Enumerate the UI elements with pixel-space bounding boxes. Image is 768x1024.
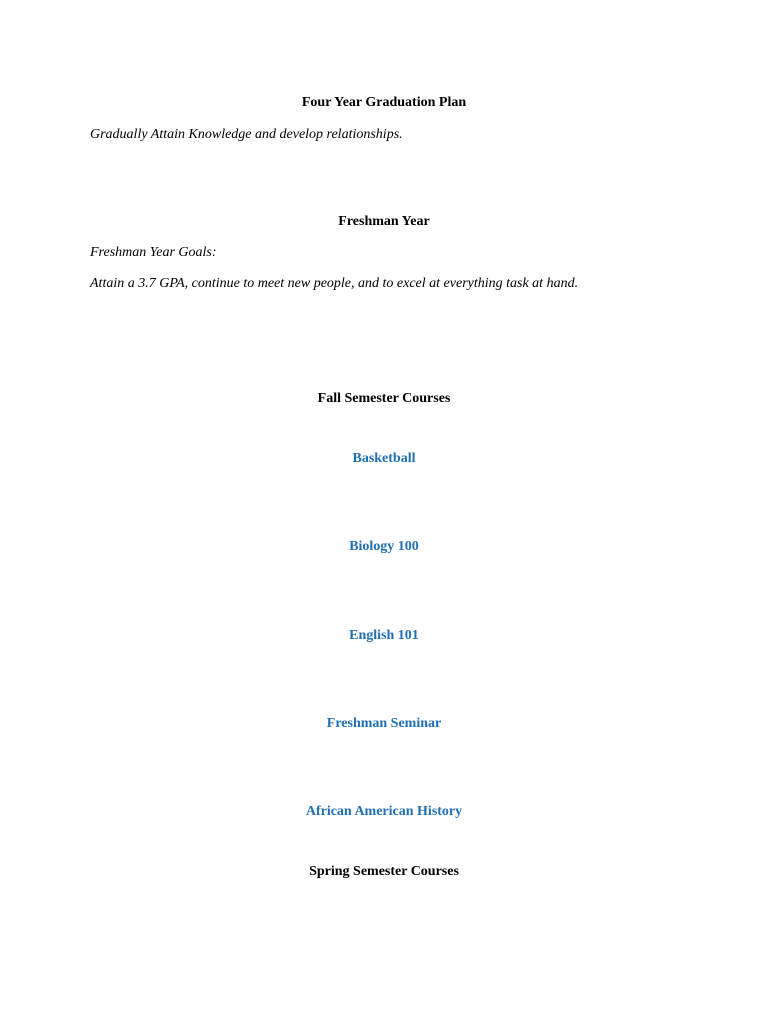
course-link-freshman-seminar[interactable]: Freshman Seminar xyxy=(326,716,442,731)
freshman-year-heading: Freshman Year xyxy=(338,214,430,229)
freshman-goals-label: Freshman Year Goals: xyxy=(90,245,217,260)
fall-semester-heading: Fall Semester Courses xyxy=(317,391,451,406)
course-link-biology-100[interactable]: Biology 100 xyxy=(349,539,419,554)
spring-semester-heading: Spring Semester Courses xyxy=(309,864,459,879)
freshman-goals-text: Attain a 3.7 GPA, continue to meet new people, and to excel at everything task at hand. xyxy=(90,276,579,291)
course-link-african-american-history[interactable]: African American History xyxy=(305,804,463,819)
document-title: Four Year Graduation Plan xyxy=(301,95,467,110)
plan-motto: Gradually Attain Knowledge and develop relationships. xyxy=(90,127,403,142)
course-link-english-101[interactable]: English 101 xyxy=(349,628,419,643)
course-link-basketball[interactable]: Basketball xyxy=(352,451,416,466)
